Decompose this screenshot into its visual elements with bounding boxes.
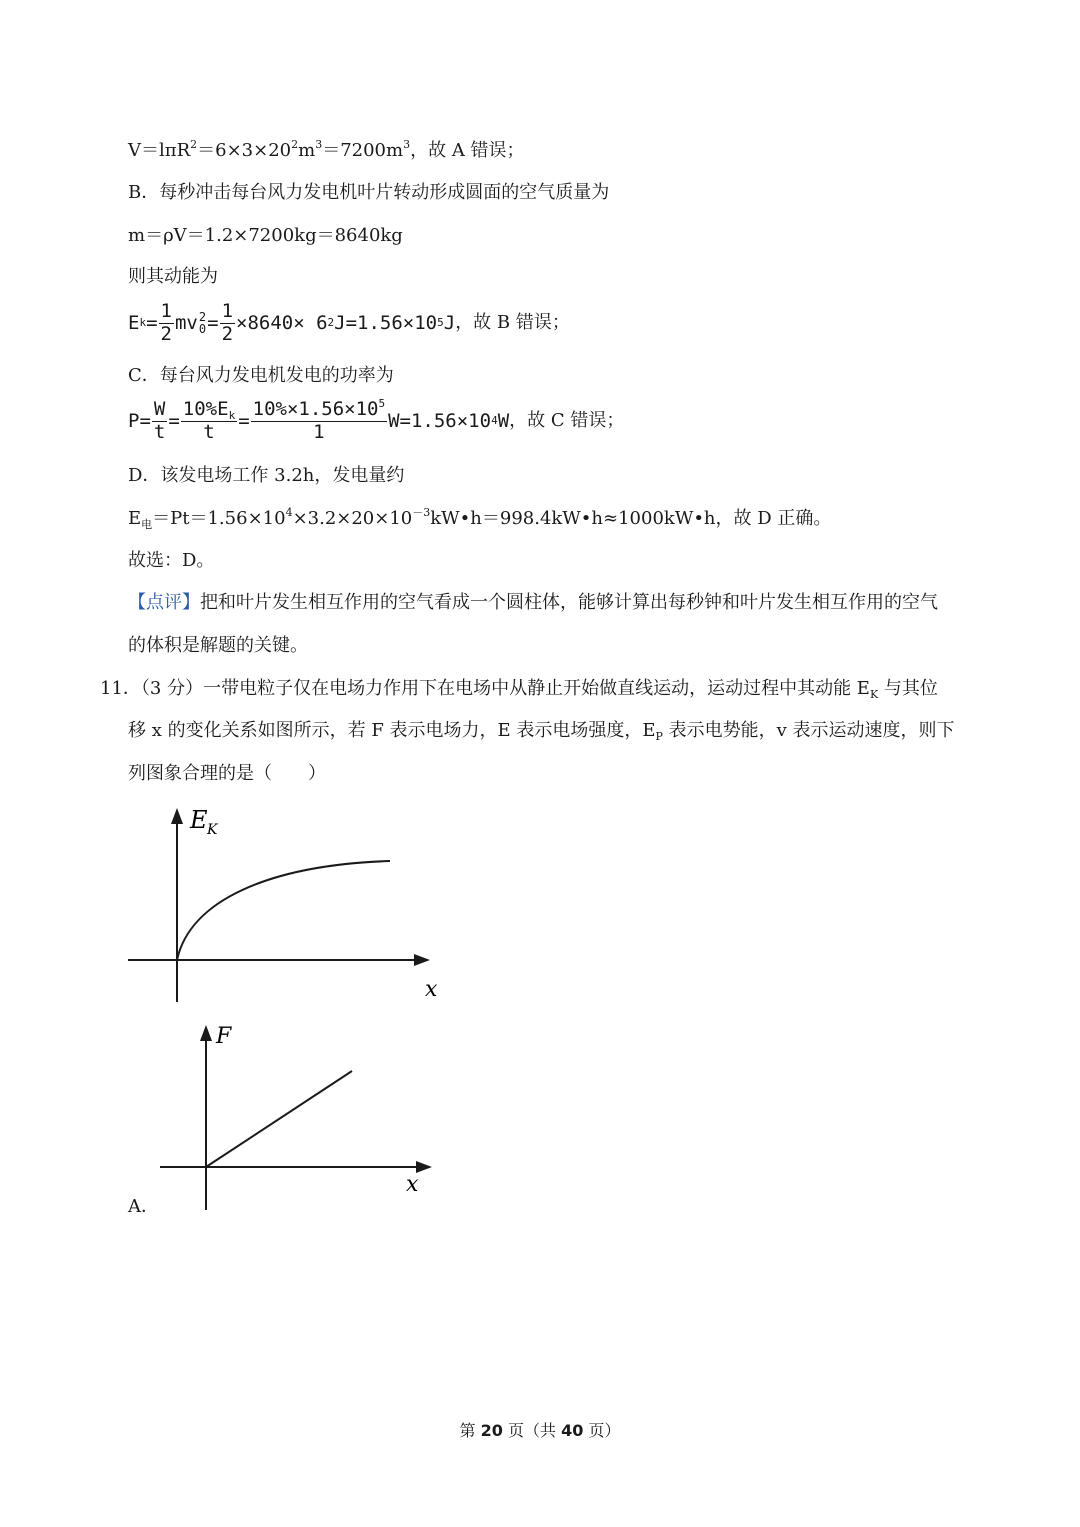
question-11-line-1: 11．（3 分）一带电粒子仅在电场力作用下在电场中从静止开始做直线运动，运动过程中其动能 $E_K$ 与其位 [100, 678, 938, 701]
answer-line: 故选：D。 [128, 550, 215, 571]
f-x-label: x [406, 1172, 419, 1197]
ek-y-arrow [171, 808, 183, 824]
power-formula: P= $\frac{W}{t}$ = $\frac{10\%E_k}{t}$ = $\frac{10\%\times 1.56\times 10^5}{1}$ W=1.56×10 4 W ，故 C 错误； [128, 397, 625, 443]
mass-formula-line: m＝ρV＝1.2×7200kg＝8640kg [128, 225, 403, 246]
ek-y-label: E [190, 806, 208, 834]
f-vs-x-graph [150, 1015, 450, 1215]
volume-formula-line: $V=l\pi R^2=6\times 3\times 20^2m^3=7200m^3$，故 A 错误； [128, 138, 525, 161]
option-b-heading: B．每秒冲击每台风力发电机叶片转动形成圆面的空气质量为 [128, 182, 610, 203]
ek-y-label-sub: K [207, 822, 218, 838]
ek-curve [177, 861, 390, 960]
comment-line-2: 的体积是解题的关键。 [128, 635, 308, 656]
fraction-half-2: $\frac{1}{2}$ [221, 300, 234, 345]
comment-line-1: 【点评】把和叶片发生相互作用的空气看成一个圆柱体，能够计算出每秒钟和叶片发生相互作用的空气 [128, 592, 938, 613]
footer-page-number: 20 [480, 1421, 503, 1440]
question-11-line-2: 移 x 的变化关系如图所示，若 F 表示电场力，E 表示电场强度，$E_P$ 表示电势能，v 表示运动速度，则下 [128, 720, 955, 743]
question-11-line-3: 列图象合理的是（ ） [128, 763, 326, 784]
kinetic-energy-formula: E k = $\frac{1}{2}$ mv 2 0 = $\frac{1}{2}$ ×8640× 6 2 J=1.56×10 5 J ，故 B 错误； [128, 300, 570, 345]
footer-total-pages: 40 [561, 1421, 584, 1440]
ek-x-label: x [425, 977, 438, 1002]
f-y-arrow [200, 1025, 212, 1041]
fraction-half-1: $\frac{1}{2}$ [160, 300, 172, 345]
ek-vs-x-graph [120, 800, 450, 1010]
option-a-label: A． [128, 1196, 159, 1217]
energy-output-formula: $E_电=Pt=1.56\times 10^4\times 3.2\times 20\times 10^{-3}kW•h=998.4kW•h\approx 1000kW•h$，故 D 正确。 [128, 506, 832, 531]
option-c-heading: C．每台风力发电机发电的功率为 [128, 365, 394, 386]
option-d-heading: D．该发电场工作 3.2h，发电量约 [128, 465, 405, 486]
f-line [206, 1071, 352, 1167]
page-footer: 第 20 页（共 40 页） [459, 1421, 621, 1440]
kinetic-energy-intro: 则其动能为 [128, 266, 218, 287]
comment-tag: 【点评】 [128, 592, 200, 613]
f-y-label: F [216, 1024, 232, 1049]
ek-x-arrow [414, 954, 430, 966]
